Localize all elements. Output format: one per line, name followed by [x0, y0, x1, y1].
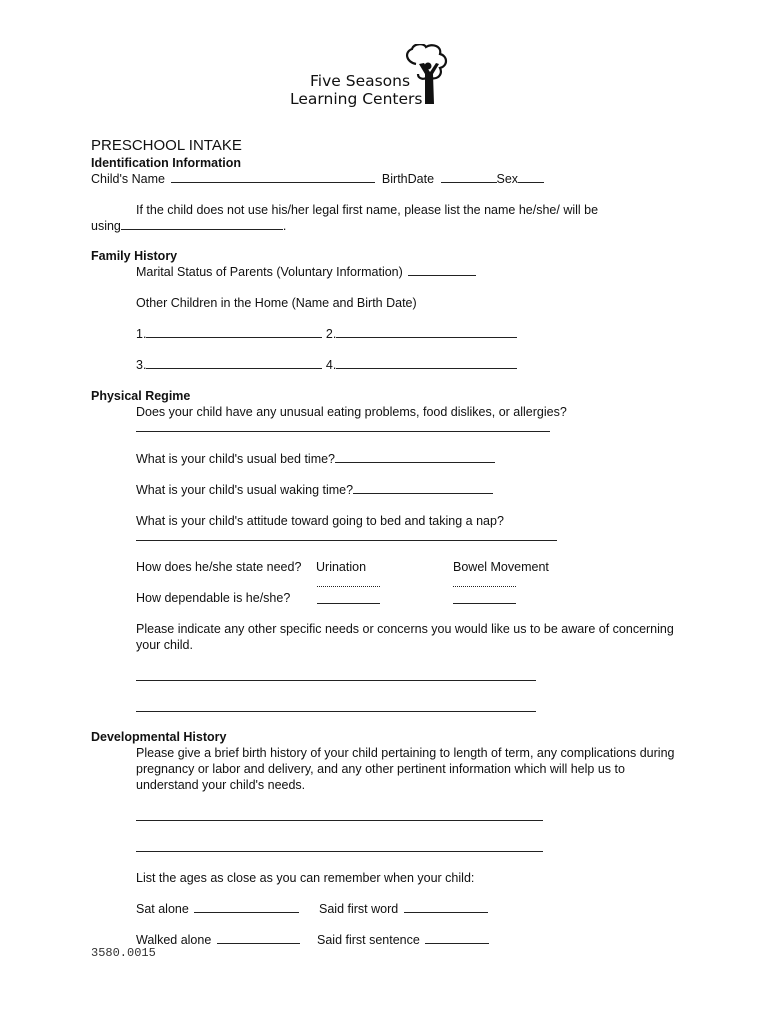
bowel-dependable-field[interactable] — [453, 603, 516, 604]
family-heading: Family History — [91, 249, 178, 263]
first-sentence-row — [317, 932, 489, 948]
ages-instruction: List the ages as close as you can remember when your child: — [136, 871, 475, 885]
legal-name-row — [91, 218, 286, 234]
childs-name-row — [91, 171, 544, 187]
birth-history-text-3: understand your child's needs. — [136, 778, 306, 792]
logo — [288, 44, 458, 114]
child-row-1 — [136, 326, 517, 342]
birth-history-text-2: pregnancy or labor and delivery, and any other pertinent information which will help us to — [136, 762, 625, 776]
child-3-label: 3. — [136, 358, 147, 372]
using-label: using — [91, 219, 121, 233]
first-word-field[interactable] — [404, 901, 488, 913]
bed-time-question: What is your child's usual bed time? — [136, 452, 336, 466]
marital-field[interactable] — [408, 264, 476, 276]
urination-dependable-field[interactable] — [317, 603, 380, 604]
bed-time-field[interactable] — [335, 451, 495, 463]
sat-alone-row — [136, 901, 299, 917]
walked-alone-field[interactable] — [217, 932, 300, 944]
urination-label: Urination — [316, 560, 367, 574]
eating-question: Does your child have any unusual eating problems, food dislikes, or allergies? — [136, 405, 567, 419]
first-word-row — [319, 901, 488, 917]
marital-row — [136, 264, 476, 280]
physical-heading: Physical Regime — [91, 389, 191, 403]
child-row-2 — [136, 357, 517, 373]
waking-time-row — [136, 482, 493, 498]
dependable-label: How dependable is he/she? — [136, 591, 291, 605]
childs-name-field[interactable] — [171, 171, 375, 183]
form-number: 3580.0015 — [91, 946, 156, 960]
walked-alone-label: Walked alone — [136, 933, 212, 947]
identification-heading: Identification Information — [91, 156, 241, 170]
sat-alone-label: Sat alone — [136, 902, 189, 916]
first-sentence-field[interactable] — [425, 932, 489, 944]
other-children-label: Other Children in the Home (Name and Birth Date) — [136, 296, 417, 310]
walked-alone-row — [136, 932, 300, 948]
other-needs-line-2[interactable] — [136, 711, 536, 712]
child-1-label: 1. — [136, 327, 147, 341]
bowel-movement-label: Bowel Movement — [453, 560, 549, 574]
attitude-answer-line[interactable] — [136, 540, 557, 541]
marital-label: Marital Status of Parents (Voluntary Information) — [136, 265, 403, 279]
legal-name-text: If the child does not use his/her legal first name, please list the name he/she/ will be — [136, 203, 599, 217]
first-word-label: Said first word — [319, 902, 399, 916]
other-needs-text-1: Please indicate any other specific needs or concerns you would like us to be aware of concerning — [136, 622, 674, 636]
period: . — [282, 219, 287, 233]
birthdate-label: BirthDate — [381, 172, 435, 186]
birth-history-text-1: Please give a brief birth history of your child pertaining to length of term, any complications during — [136, 746, 675, 760]
attitude-question: What is your child's attitude toward going to bed and taking a nap? — [136, 514, 504, 528]
sex-label: Sex — [496, 172, 519, 186]
child-2-field[interactable] — [336, 326, 517, 338]
logo-line-2: Learning Centers — [290, 90, 423, 108]
birth-history-line-1[interactable] — [136, 820, 543, 821]
first-sentence-label: Said first sentence — [317, 933, 420, 947]
child-2-label: 2. — [325, 327, 337, 341]
developmental-heading: Developmental History — [91, 730, 227, 744]
other-needs-text-2: your child. — [136, 638, 193, 652]
child-4-field[interactable] — [336, 357, 517, 369]
waking-time-field[interactable] — [353, 482, 493, 494]
logo-line-1: Five Seasons — [310, 72, 411, 90]
bowel-need-field[interactable] — [453, 586, 516, 587]
other-needs-line-1[interactable] — [136, 680, 536, 681]
page-title: PRESCHOOL INTAKE — [91, 137, 242, 154]
child-1-field[interactable] — [146, 326, 322, 338]
birth-history-line-2[interactable] — [136, 851, 543, 852]
waking-time-question: What is your child's usual waking time? — [136, 483, 354, 497]
sat-alone-field[interactable] — [194, 901, 299, 913]
sex-field[interactable] — [518, 171, 544, 183]
child-4-label: 4. — [325, 358, 337, 372]
bed-time-row — [136, 451, 495, 467]
urination-need-field[interactable] — [317, 586, 380, 587]
using-name-field[interactable] — [121, 218, 283, 230]
eating-answer-line[interactable] — [136, 431, 550, 432]
child-3-field[interactable] — [146, 357, 322, 369]
state-need-label: How does he/she state need? — [136, 560, 302, 574]
birthdate-field[interactable] — [441, 171, 497, 183]
childs-name-label: Child's Name — [91, 172, 165, 186]
